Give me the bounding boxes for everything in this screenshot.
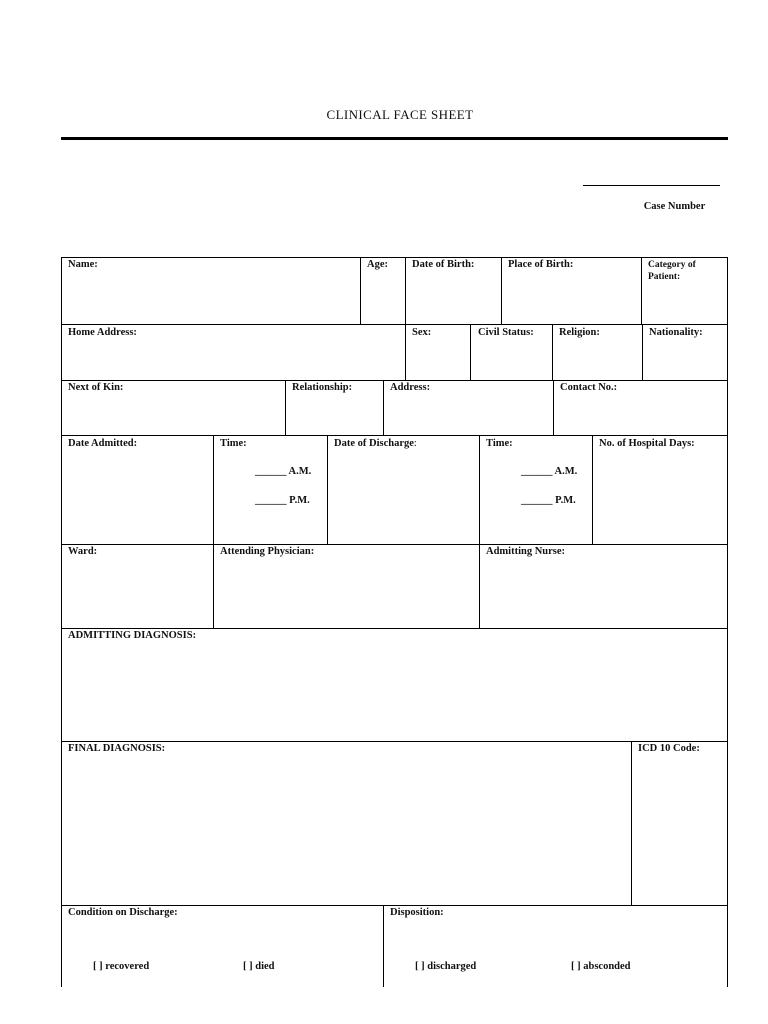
checkbox-absconded[interactable]: [ ] absconded — [571, 961, 631, 972]
checkbox-discharged[interactable]: [ ] discharged — [415, 961, 477, 972]
ward-label: Ward: — [68, 546, 98, 557]
discharge-time-label: Time: — [486, 438, 513, 449]
admission-pm-field: ______ P.M. — [255, 495, 310, 506]
icd10-code-label: ICD 10 Code: — [638, 743, 700, 754]
grid-line-row3 — [61, 435, 728, 436]
condition-on-discharge-label: Condition on Discharge: — [68, 907, 178, 918]
grid-line-row2 — [61, 380, 728, 381]
nationality-label: Nationality: — [649, 327, 703, 338]
final-diagnosis-label: FINAL DIAGNOSIS: — [68, 743, 166, 754]
sex-label: Sex: — [412, 327, 432, 338]
civil-status-label: Civil Status: — [478, 327, 534, 338]
grid-line-row1 — [61, 324, 728, 325]
age-label: Age: — [367, 259, 388, 270]
discharge-am-field: ______ A.M. — [521, 466, 578, 477]
grid-line-top — [61, 257, 728, 258]
grid-line-row4 — [61, 544, 728, 545]
contact-no-label: Contact No.: — [560, 382, 618, 393]
grid-line-row7 — [61, 905, 728, 906]
case-number-label: Case Number — [643, 201, 706, 212]
grid-line-row5 — [61, 628, 728, 629]
hospital-days-label: No. of Hospital Days: — [599, 438, 695, 449]
grid-line-right — [727, 257, 728, 987]
attending-physician-label: Attending Physician: — [220, 546, 315, 557]
admitting-diagnosis-label: ADMITTING DIAGNOSIS: — [68, 630, 197, 641]
place-of-birth-label: Place of Birth: — [508, 259, 574, 270]
date-of-birth-label: Date of Birth: — [412, 259, 475, 270]
grid-line-row6 — [61, 741, 728, 742]
admitting-nurse-label: Admitting Nurse: — [486, 546, 566, 557]
date-admitted-label: Date Admitted: — [68, 438, 138, 449]
page-title: CLINICAL FACE SHEET — [326, 107, 474, 122]
home-address-label: Home Address: — [68, 327, 137, 338]
admission-time-label: Time: — [220, 438, 247, 449]
relationship-label: Relationship: — [292, 382, 353, 393]
date-of-discharge-label: Date of Discharge: — [334, 438, 417, 449]
address-label: Address: — [390, 382, 431, 393]
grid-line-left — [61, 257, 62, 987]
next-of-kin-label: Next of Kin: — [68, 382, 124, 393]
discharge-pm-field: ______ P.M. — [521, 495, 576, 506]
checkbox-recovered[interactable]: [ ] recovered — [93, 961, 150, 972]
name-label: Name: — [68, 259, 98, 270]
checkbox-died[interactable]: [ ] died — [243, 961, 275, 972]
category-of-patient-label: Category of Patient: — [648, 260, 696, 282]
admission-am-field: ______ A.M. — [255, 466, 312, 477]
title-rule — [61, 137, 728, 140]
religion-label: Religion: — [559, 327, 600, 338]
case-number-field[interactable] — [583, 185, 720, 186]
disposition-label: Disposition: — [390, 907, 444, 918]
